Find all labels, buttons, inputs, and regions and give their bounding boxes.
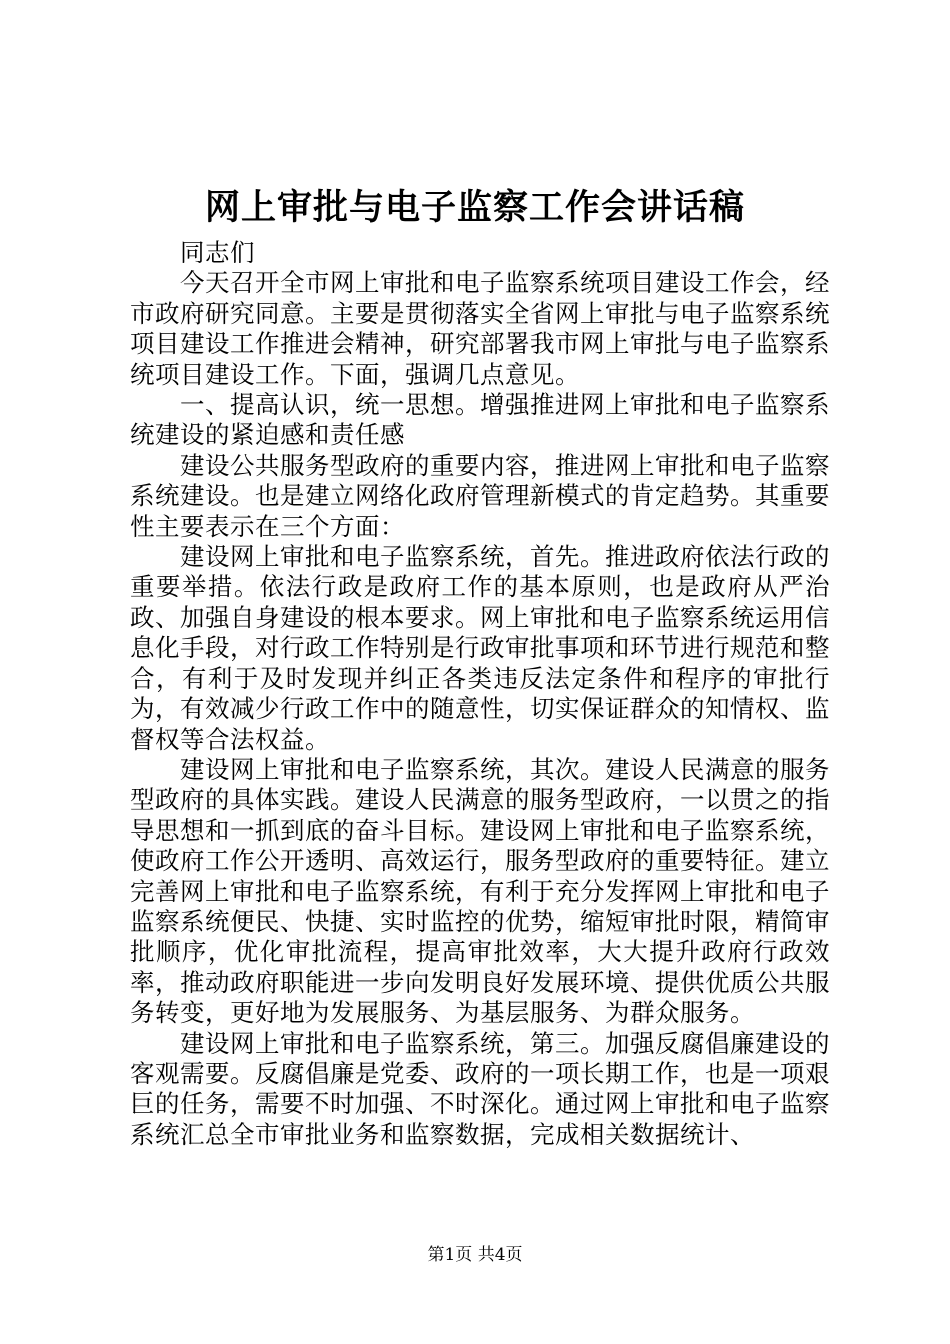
page-number: 第1页 共4页 xyxy=(427,1245,523,1265)
paragraph-second-point: 建设网上审批和电子监察系统，其次。建设人民满意的服务型政府的具体实践。建设人民满意的服务型政府，一以贯之的指导思想和一抓到底的奋斗目标。建设网上审批和电子监察系统，使政府工作公开透明、高效运行，服务型政府的重要特征。建立完善网上审批和电子监察系统，有利于充分发挥网上审批和电子监察系统便民、快捷、实时监控的优势，缩短审批时限，精简审批顺序，优化审批流程，提高审批效率，大大提升政府行政效率，推动政府职能进一步向发明良好发展环境、提供优质公共服务转变，更好地为发展服务、为基层服务、为群众服务。 xyxy=(130,754,830,1028)
paragraph-intro: 今天召开全市网上审批和电子监察系统项目建设工作会，经市政府研究同意。主要是贯彻落实全省网上审批与电子监察系统项目建设工作推进会精神，研究部署我市网上审批与电子监察系统项目建设工作。下面，强调几点意见。 xyxy=(130,268,830,389)
paragraph-importance: 建设公共服务型政府的重要内容，推进网上审批和电子监察系统建设。也是建立网络化政府管理新模式的肯定趋势。其重要性主要表示在三个方面： xyxy=(130,450,830,541)
document-title: 网上审批与电子监察工作会讲话稿 xyxy=(204,187,745,228)
paragraph-section-heading-1: 一、提高认识，统一思想。增强推进网上审批和电子监察系统建设的紧迫感和责任感 xyxy=(130,390,830,450)
paragraph-third-point: 建设网上审批和电子监察系统，第三。加强反腐倡廉建设的客观需要。反腐倡廉是党委、政府的一项长期工作，也是一项艰巨的任务，需要不时加强、不时深化。通过网上审批和电子监察系统汇总全市审批业务和监察数据，完成相关数据统计、 xyxy=(130,1028,830,1149)
paragraph-first-point: 建设网上审批和电子监察系统，首先。推进政府依法行政的重要举措。依法行政是政府工作的基本原则，也是政府从严治政、加强自身建设的根本要求。网上审批和电子监察系统运用信息化手段，对行政工作特别是行政审批事项和环节进行规范和整合，有利于及时发现并纠正各类违反法定条件和程序的审批行为，有效减少行政工作中的随意性，切实保证群众的知情权、监督权等合法权益。 xyxy=(130,542,830,754)
document-body xyxy=(130,238,830,1150)
paragraph-salutation: 同志们 xyxy=(180,238,255,267)
